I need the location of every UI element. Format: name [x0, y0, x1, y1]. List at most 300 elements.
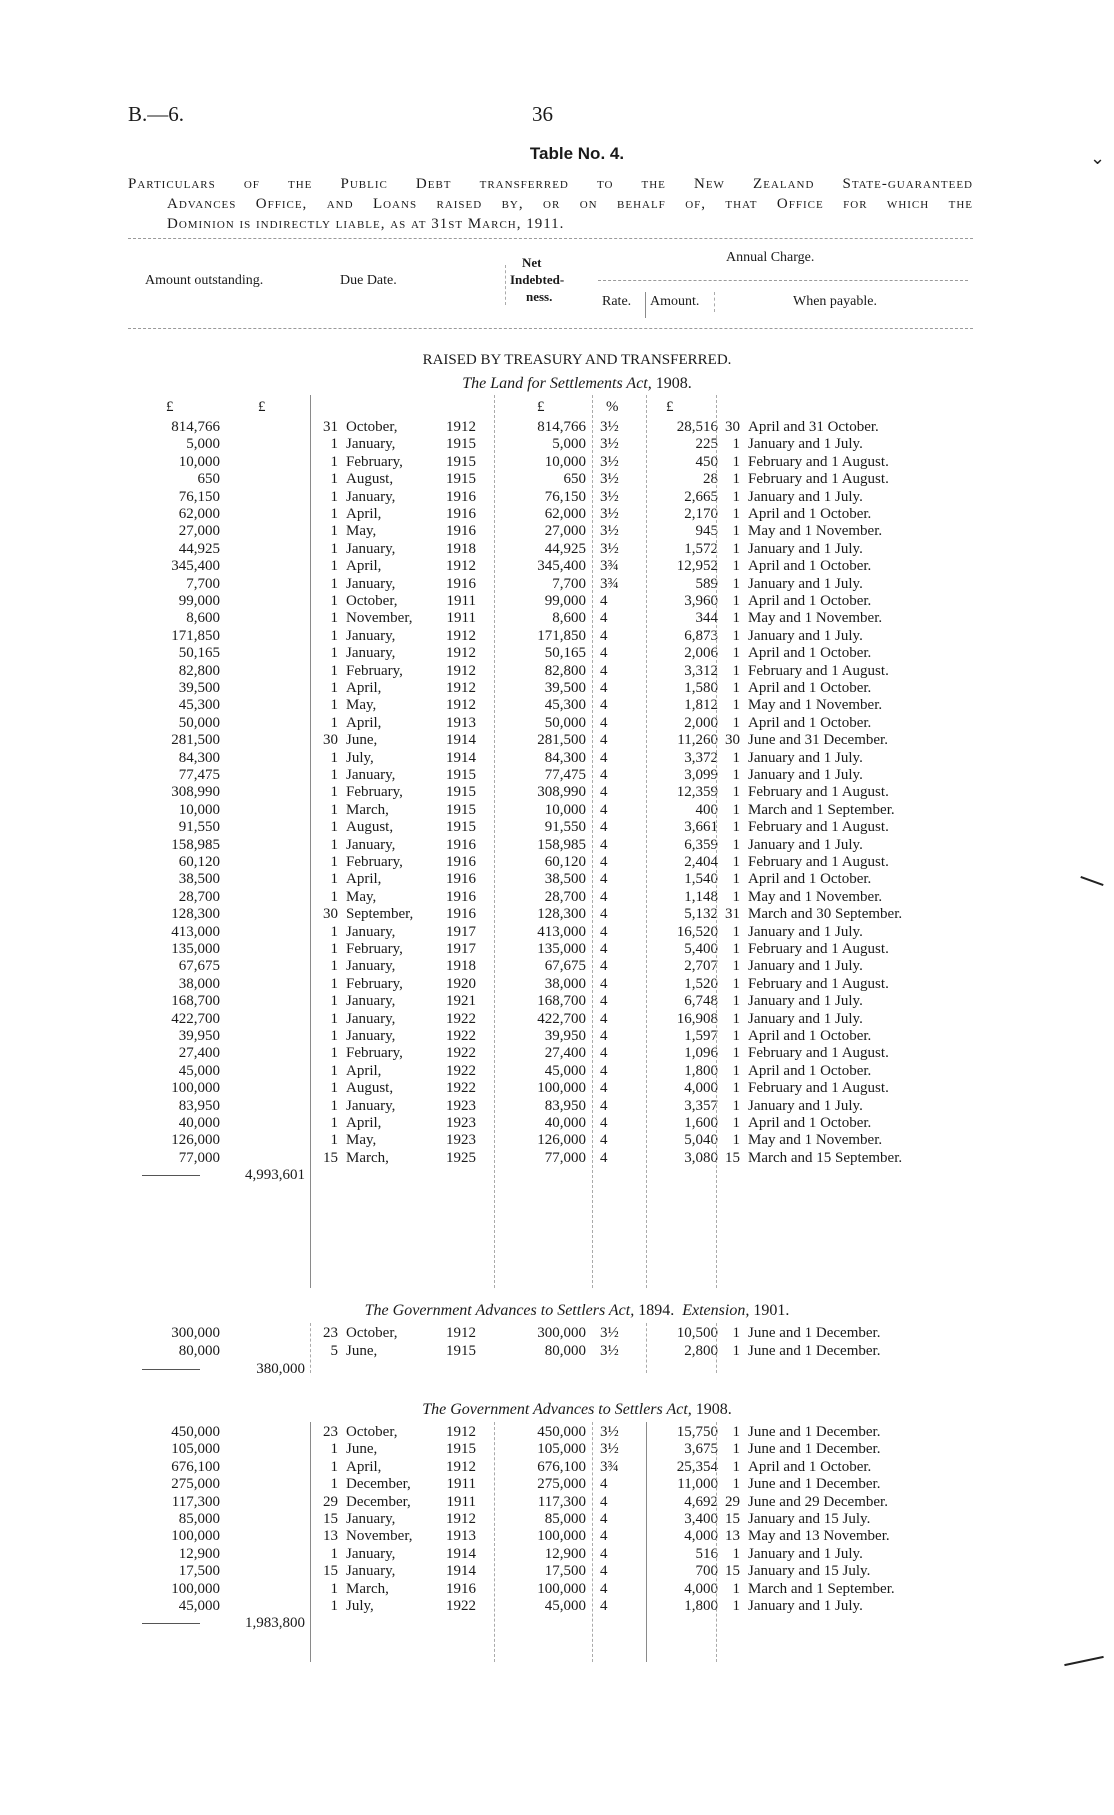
col-header-rate: Rate. [602, 294, 632, 309]
due-day-cell: 1 [330, 1097, 338, 1114]
payable-day-cell: 1 [732, 436, 740, 453]
due-day-cell: 1 [330, 1115, 338, 1131]
net-indebtedness-cell: 28,700 [544, 888, 586, 905]
payable-day-cell: 1 [732, 1132, 740, 1149]
due-month-cell: April, [346, 680, 382, 696]
due-year-cell: 1912 [446, 558, 476, 575]
payable-day-cell: 1 [732, 958, 740, 975]
when-payable-cell: March and 1 September. [748, 1580, 895, 1597]
rate-cell: 3½ [600, 1343, 619, 1359]
rate-cell: 4 [600, 836, 608, 853]
due-month-cell: January, [346, 836, 396, 853]
due-day-cell: 1 [330, 697, 338, 714]
annual-charge-amount-cell: 6,359 [684, 836, 718, 853]
net-indebtedness-cell: 50,165 [544, 645, 586, 662]
column-rule [592, 1422, 593, 1662]
payable-day-cell: 1 [732, 923, 740, 940]
amount-outstanding-cell: 422,700 [171, 1010, 220, 1027]
due-year-cell: 1922 [446, 1045, 476, 1062]
payable-day-cell: 1 [732, 801, 740, 818]
payable-day-cell: 1 [732, 819, 740, 836]
due-day-cell: 1 [330, 575, 338, 592]
amount-outstanding-cell: 17,500 [178, 1563, 220, 1580]
due-month-cell: October, [346, 1325, 398, 1341]
when-payable-cell: February and 1 August. [748, 1080, 889, 1097]
due-year-cell: 1923 [446, 1097, 476, 1114]
unit-pound: £ [166, 399, 174, 415]
rate-cell: 3¾ [600, 558, 619, 575]
column-rule [310, 395, 311, 1288]
due-day-cell: 1 [330, 1045, 338, 1062]
annual-charge-amount-cell: 5,400 [684, 941, 718, 957]
when-payable-cell: January and 1 July. [748, 993, 863, 1010]
column-rule [646, 1422, 647, 1662]
net-indebtedness-cell: 45,000 [544, 1062, 586, 1079]
net-indebtedness-cell: 171,850 [537, 627, 586, 644]
amount-outstanding-cell: 413,000 [171, 923, 220, 940]
amount-outstanding-cell: 50,165 [178, 645, 220, 662]
due-month-cell: April, [346, 714, 382, 731]
rate-cell: 4 [600, 958, 608, 975]
caption-line-1: Particulars of the Public Debt transferred to the New Zealand State-guaranteed [128, 176, 973, 192]
annual-charge-amount-cell: 3,960 [684, 593, 718, 609]
payable-day-cell: 15 [725, 1149, 740, 1166]
when-payable-cell: May and 1 November. [748, 888, 883, 905]
annual-charge-amount-cell: 3,080 [684, 1149, 718, 1166]
amount-outstanding-cell: 5,000 [186, 436, 220, 453]
amount-outstanding-cell: 27,000 [178, 523, 220, 540]
col-header-when-payable: When payable. [793, 294, 877, 309]
when-payable-cell: April and 1 October. [748, 1115, 872, 1131]
due-month-cell: January, [346, 1010, 396, 1027]
annual-charge-amount-cell: 1,812 [684, 697, 718, 714]
payable-day-cell: 1 [732, 1115, 740, 1131]
amount-outstanding-cell: 126,000 [171, 1132, 220, 1149]
rate-cell: 4 [600, 1062, 608, 1079]
due-day-cell: 1 [330, 819, 338, 836]
net-indebtedness-cell: 100,000 [537, 1580, 586, 1597]
due-year-cell: 1914 [446, 732, 476, 749]
net-indebtedness-cell: 40,000 [544, 1115, 586, 1131]
annual-charge-amount-cell: 3,400 [684, 1511, 718, 1527]
payable-day-cell: 1 [732, 523, 740, 540]
due-year-cell: 1922 [446, 1028, 476, 1044]
due-month-cell: April, [346, 1458, 382, 1475]
table-caption [128, 174, 973, 234]
when-payable-cell: April and 1 October. [748, 1028, 872, 1044]
net-indebtedness-cell: 100,000 [537, 1080, 586, 1097]
annual-charge-amount-cell: 4,692 [684, 1493, 718, 1510]
table-row [0, 1341, 1114, 1361]
annual-charge-amount-cell: 1,800 [684, 1062, 718, 1079]
due-month-cell: April, [346, 506, 382, 522]
annual-charge-amount-cell: 1,148 [684, 888, 718, 905]
due-month-cell: October, [346, 419, 398, 435]
amount-outstanding-cell: 100,000 [171, 1528, 220, 1545]
amount-outstanding-cell: 168,700 [171, 993, 220, 1010]
due-month-cell: January, [346, 1097, 396, 1114]
when-payable-cell: March and 15 September. [748, 1149, 903, 1166]
rate-cell: 4 [600, 1528, 608, 1545]
amount-outstanding-cell: 62,000 [178, 506, 220, 522]
annual-charge-amount-cell: 1,572 [684, 540, 718, 557]
act-title-land-settlements [0, 375, 1114, 393]
net-indebtedness-cell: 77,475 [544, 767, 586, 783]
due-day-cell: 1 [330, 749, 338, 766]
rate-cell: 4 [600, 1132, 608, 1149]
net-indebtedness-cell: 814,766 [537, 419, 586, 435]
annual-charge-amount-cell: 344 [695, 610, 718, 627]
net-indebtedness-cell: 275,000 [537, 1476, 586, 1493]
rate-cell: 4 [600, 871, 608, 888]
when-payable-cell: June and 31 December. [748, 732, 888, 749]
due-year-cell: 1911 [446, 1493, 476, 1510]
rate-cell: 4 [600, 941, 608, 957]
due-month-cell: December, [346, 1493, 411, 1510]
rate-cell: 4 [600, 1028, 608, 1044]
due-month-cell: January, [346, 767, 396, 783]
when-payable-cell: January and 1 July. [748, 1010, 863, 1027]
amount-outstanding-cell: 60,120 [178, 854, 220, 870]
net-indebtedness-cell: 62,000 [544, 506, 586, 522]
unit-percent: % [606, 399, 619, 415]
amount-outstanding-cell: 8,600 [186, 610, 220, 627]
amount-outstanding-cell: 91,550 [178, 819, 220, 836]
net-indebtedness-cell: 77,000 [544, 1149, 586, 1166]
amount-outstanding-cell: 128,300 [171, 906, 220, 923]
rate-cell: 4 [600, 1511, 608, 1527]
net-indebtedness-cell: 38,500 [544, 871, 586, 888]
due-year-cell: 1915 [446, 1441, 476, 1458]
act-title-italic: The Government Advances to Settlers Act, [422, 1401, 692, 1418]
when-payable-cell: April and 1 October. [748, 1062, 872, 1079]
payable-day-cell: 1 [732, 888, 740, 905]
net-indebtedness-cell: 7,700 [552, 575, 586, 592]
act-title-year: 1908. [691, 1401, 732, 1418]
table-row [0, 1323, 1114, 1343]
margin-mark: ⌄ [1090, 148, 1106, 168]
due-year-cell: 1916 [446, 854, 476, 870]
header-divider [505, 265, 506, 305]
payable-day-cell: 1 [732, 871, 740, 888]
caption-line-2: Advances Office, and Loans raised by, or on behalf of, that Office for which the [167, 196, 973, 212]
when-payable-cell: February and 1 August. [748, 1045, 889, 1062]
payable-day-cell: 1 [732, 767, 740, 783]
when-payable-cell: March and 30 September. [748, 906, 903, 923]
amount-outstanding-cell: 28,700 [178, 888, 220, 905]
page-number: 36 [532, 102, 553, 126]
annual-charge-amount-cell: 1,597 [684, 1028, 718, 1044]
due-month-cell: January, [346, 575, 396, 592]
due-month-cell: February, [346, 453, 403, 470]
due-day-cell: 1 [330, 488, 338, 505]
rate-cell: 3½ [600, 540, 619, 557]
due-month-cell: January, [346, 627, 396, 644]
due-month-cell: January, [346, 993, 396, 1010]
due-day-cell: 1 [330, 610, 338, 627]
amount-outstanding-cell: 100,000 [171, 1580, 220, 1597]
annual-charge-amount-cell: 5,132 [684, 906, 718, 923]
due-month-cell: July, [346, 1598, 374, 1614]
net-indebtedness-cell: 10,000 [544, 453, 586, 470]
due-month-cell: April, [346, 1115, 382, 1131]
annual-charge-amount-cell: 400 [695, 801, 718, 818]
payable-day-cell: 15 [725, 1563, 740, 1580]
due-day-cell: 30 [323, 732, 338, 749]
due-day-cell: 1 [330, 871, 338, 888]
when-payable-cell: June and 1 December. [748, 1325, 881, 1341]
annual-charge-amount-cell: 11,000 [677, 1476, 718, 1493]
annual-charge-amount-cell: 225 [695, 436, 718, 453]
payable-day-cell: 31 [725, 906, 740, 923]
annual-charge-amount-cell: 1,800 [684, 1598, 718, 1614]
header-bottom-rule [128, 328, 973, 329]
due-year-cell: 1913 [446, 1528, 476, 1545]
rate-cell: 3½ [600, 471, 619, 488]
payable-day-cell: 1 [732, 697, 740, 714]
amount-outstanding-cell: 83,950 [178, 1097, 220, 1114]
due-year-cell: 1922 [446, 1598, 476, 1614]
due-day-cell: 1 [330, 784, 338, 801]
subtotal-row [0, 1359, 1114, 1379]
net-indebtedness-cell: 158,985 [537, 836, 586, 853]
due-month-cell: November, [346, 610, 413, 627]
annual-charge-amount-cell: 4,000 [684, 1580, 718, 1597]
payable-day-cell: 1 [732, 610, 740, 627]
due-year-cell: 1912 [446, 645, 476, 662]
annual-charge-amount-cell: 450 [695, 453, 718, 470]
due-month-cell: May, [346, 888, 377, 905]
due-day-cell: 23 [323, 1325, 338, 1341]
payable-day-cell: 1 [732, 714, 740, 731]
due-month-cell: December, [346, 1476, 411, 1493]
amount-outstanding-cell: 676,100 [171, 1458, 220, 1475]
annual-charge-amount-cell: 6,873 [684, 627, 718, 644]
subtotal-row [0, 1165, 1114, 1185]
subtotal-value: 4,993,601 [245, 1167, 305, 1183]
net-indebtedness-cell: 422,700 [537, 1010, 586, 1027]
net-indebtedness-cell: 84,300 [544, 749, 586, 766]
amount-outstanding-cell: 12,900 [178, 1545, 220, 1562]
rate-cell: 4 [600, 906, 608, 923]
due-year-cell: 1915 [446, 1343, 476, 1359]
rate-cell: 4 [600, 1115, 608, 1131]
payable-day-cell: 1 [732, 1028, 740, 1044]
rate-cell: 3½ [600, 1424, 619, 1440]
section-heading: RAISED BY TREASURY AND TRANSFERRED. [422, 352, 732, 368]
amount-outstanding-cell: 39,950 [178, 1028, 220, 1044]
amount-outstanding-cell: 82,800 [178, 662, 220, 679]
when-payable-cell: February and 1 August. [748, 784, 889, 801]
annual-charge-amount-cell: 3,099 [684, 767, 718, 783]
due-day-cell: 1 [330, 558, 338, 575]
amount-outstanding-cell: 281,500 [171, 732, 220, 749]
due-year-cell: 1911 [446, 593, 476, 609]
when-payable-cell: April and 31 October. [748, 419, 879, 435]
payable-day-cell: 1 [732, 1097, 740, 1114]
due-month-cell: October, [346, 593, 398, 609]
payable-day-cell: 1 [732, 662, 740, 679]
due-year-cell: 1914 [446, 749, 476, 766]
rate-cell: 4 [600, 1080, 608, 1097]
amount-outstanding-cell: 275,000 [171, 1476, 220, 1493]
rate-cell: 4 [600, 627, 608, 644]
column-rule [646, 395, 647, 1288]
col-header-due-date: Due Date. [340, 273, 397, 288]
due-month-cell: August, [346, 1080, 394, 1097]
amount-outstanding-cell: 77,000 [178, 1149, 220, 1166]
due-month-cell: January, [346, 1563, 396, 1580]
amount-outstanding-cell: 38,500 [178, 871, 220, 888]
rate-cell: 4 [600, 1476, 608, 1493]
amount-outstanding-cell: 650 [197, 471, 220, 488]
unit-pound: £ [537, 399, 545, 415]
when-payable-cell: April and 1 October. [748, 1458, 872, 1475]
due-year-cell: 1912 [446, 680, 476, 696]
subtotal-rule [142, 1623, 200, 1624]
due-day-cell: 1 [330, 801, 338, 818]
due-year-cell: 1916 [446, 488, 476, 505]
payable-day-cell: 1 [732, 1010, 740, 1027]
amount-outstanding-cell: 45,300 [178, 697, 220, 714]
payable-day-cell: 13 [725, 1528, 740, 1545]
due-day-cell: 1 [330, 975, 338, 992]
due-year-cell: 1916 [446, 888, 476, 905]
net-indebtedness-cell: 83,950 [544, 1097, 586, 1114]
due-month-cell: February, [346, 854, 403, 870]
caption-line-3: Dominion is indirectly liable, as at 31st March, 1911. [167, 216, 565, 232]
payable-day-cell: 1 [732, 575, 740, 592]
rate-cell: 4 [600, 888, 608, 905]
net-indebtedness-cell: 10,000 [544, 801, 586, 818]
annual-charge-amount-cell: 2,404 [684, 854, 718, 870]
when-payable-cell: January and 1 July. [748, 488, 863, 505]
payable-day-cell: 1 [732, 1080, 740, 1097]
due-day-cell: 15 [323, 1511, 338, 1527]
due-day-cell: 1 [330, 1476, 338, 1493]
due-month-cell: June, [346, 1441, 378, 1458]
when-payable-cell: February and 1 August. [748, 941, 889, 957]
header-divider [645, 292, 646, 318]
payable-day-cell: 1 [732, 1045, 740, 1062]
rate-cell: 4 [600, 732, 608, 749]
when-payable-cell: April and 1 October. [748, 714, 872, 731]
subtotal-rule [142, 1369, 200, 1370]
due-month-cell: April, [346, 871, 382, 888]
payable-day-cell: 1 [732, 506, 740, 522]
due-day-cell: 1 [330, 1458, 338, 1475]
annual-charge-amount-cell: 3,372 [684, 749, 718, 766]
column-rule [310, 1422, 311, 1662]
due-year-cell: 1918 [446, 958, 476, 975]
amount-outstanding-cell: 67,675 [178, 958, 220, 975]
net-indebtedness-cell: 100,000 [537, 1528, 586, 1545]
payable-day-cell: 1 [732, 1458, 740, 1475]
due-day-cell: 1 [330, 540, 338, 557]
rate-cell: 4 [600, 923, 608, 940]
due-month-cell: August, [346, 819, 394, 836]
column-rule [592, 395, 593, 1288]
due-year-cell: 1912 [446, 1424, 476, 1440]
payable-day-cell: 1 [732, 993, 740, 1010]
when-payable-cell: January and 1 July. [748, 767, 863, 783]
payable-day-cell: 30 [725, 732, 740, 749]
net-indebtedness-cell: 45,000 [544, 1598, 586, 1614]
due-month-cell: January, [346, 958, 396, 975]
due-day-cell: 1 [330, 453, 338, 470]
amount-outstanding-cell: 100,000 [171, 1080, 220, 1097]
when-payable-cell: January and 1 July. [748, 436, 863, 453]
due-month-cell: May, [346, 1132, 377, 1149]
amount-outstanding-cell: 50,000 [178, 714, 220, 731]
units-row [0, 397, 1114, 417]
annual-charge-amount-cell: 28,516 [676, 419, 718, 435]
due-day-cell: 15 [323, 1149, 338, 1166]
due-year-cell: 1918 [446, 540, 476, 557]
column-rule [494, 395, 495, 1288]
subtotal-value: 380,000 [256, 1361, 305, 1377]
annual-charge-amount-cell: 945 [695, 523, 718, 540]
when-payable-cell: January and 1 July. [748, 540, 863, 557]
due-month-cell: January, [346, 540, 396, 557]
due-year-cell: 1915 [446, 767, 476, 783]
payable-day-cell: 1 [732, 854, 740, 870]
when-payable-cell: February and 1 August. [748, 453, 889, 470]
payable-day-cell: 1 [732, 1325, 740, 1341]
when-payable-cell: June and 1 December. [748, 1441, 881, 1458]
due-day-cell: 1 [330, 506, 338, 522]
rate-cell: 4 [600, 610, 608, 627]
due-month-cell: May, [346, 523, 377, 540]
column-rule [716, 395, 717, 1288]
payable-day-cell: 1 [732, 1476, 740, 1493]
annual-charge-amount-cell: 3,675 [684, 1441, 718, 1458]
due-month-cell: March, [346, 1149, 389, 1166]
act-title-year: 1894. [634, 1302, 675, 1319]
due-day-cell: 1 [330, 1028, 338, 1044]
due-year-cell: 1916 [446, 506, 476, 522]
net-indebtedness-cell: 105,000 [537, 1441, 586, 1458]
rate-cell: 4 [600, 784, 608, 801]
payable-day-cell: 1 [732, 453, 740, 470]
column-rule [494, 1422, 495, 1662]
rate-cell: 3½ [600, 506, 619, 522]
when-payable-cell: April and 1 October. [748, 558, 872, 575]
due-month-cell: February, [346, 1045, 403, 1062]
due-day-cell: 1 [330, 662, 338, 679]
annual-charge-amount-cell: 516 [695, 1545, 718, 1562]
due-day-cell: 1 [330, 836, 338, 853]
payable-day-cell: 1 [732, 749, 740, 766]
due-day-cell: 15 [323, 1563, 338, 1580]
rate-cell: 4 [600, 1097, 608, 1114]
due-month-cell: June, [346, 732, 378, 749]
due-year-cell: 1911 [446, 610, 476, 627]
due-year-cell: 1916 [446, 1580, 476, 1597]
due-year-cell: 1912 [446, 1511, 476, 1527]
due-year-cell: 1921 [446, 993, 476, 1010]
when-payable-cell: June and 29 December. [748, 1493, 888, 1510]
net-indebtedness-cell: 85,000 [544, 1511, 586, 1527]
due-year-cell: 1915 [446, 436, 476, 453]
net-indebtedness-cell: 135,000 [537, 941, 586, 957]
due-month-cell: September, [346, 906, 414, 923]
col-header-amount-outstanding: Amount outstanding. [145, 273, 264, 288]
due-day-cell: 1 [330, 941, 338, 957]
due-year-cell: 1912 [446, 1458, 476, 1475]
annual-charge-rule [598, 280, 968, 281]
payable-day-cell: 15 [725, 1511, 740, 1527]
